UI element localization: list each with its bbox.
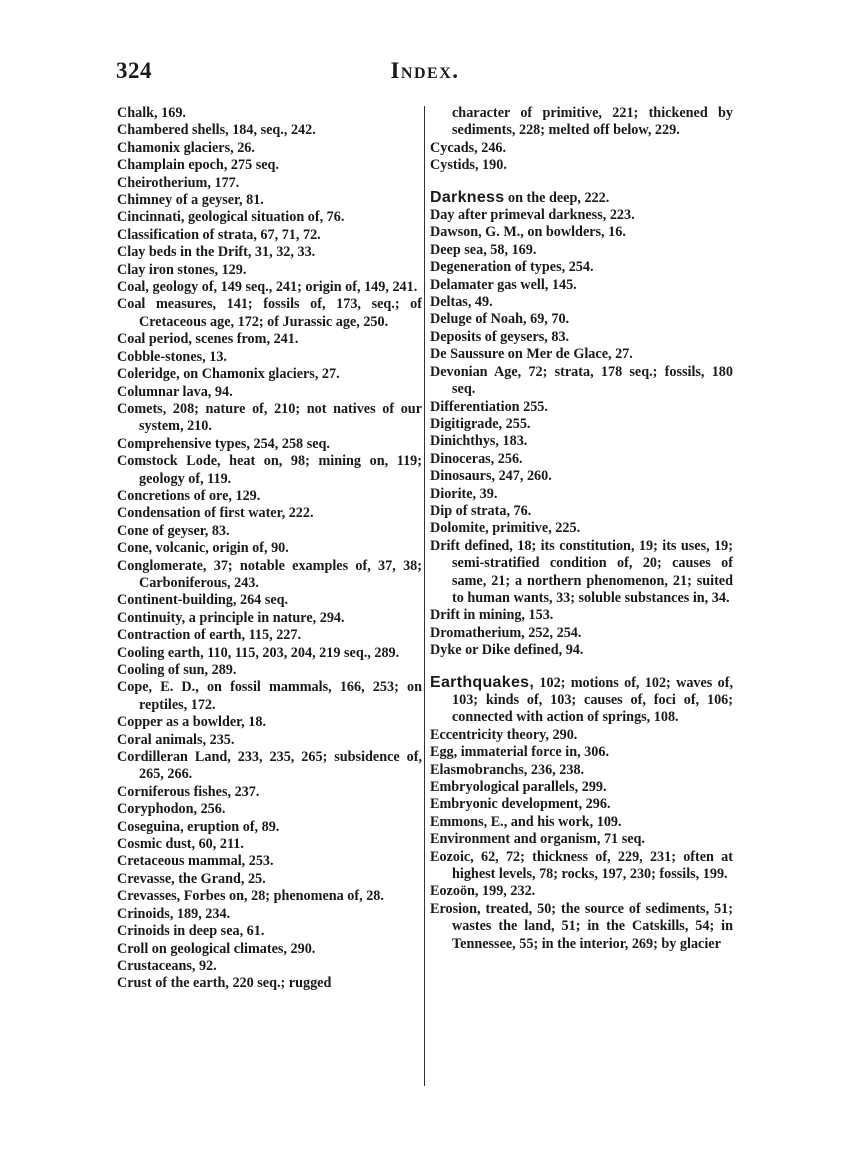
index-entry: Dinosaurs, 247, 260. (430, 468, 552, 485)
index-entry: Dinoceras, 256. (430, 450, 523, 467)
section-lead-word: Darkness (430, 188, 505, 206)
index-entry: Deltas, 49. (430, 294, 493, 311)
index-entry: Cosmic dust, 60, 211. (117, 836, 244, 853)
index-entry: Coryphodon, 256. (117, 801, 226, 818)
index-entry: Cone, volcanic, origin of, 90. (117, 540, 289, 557)
index-entry: Cincinnati, geological situation of, 76. (117, 209, 345, 226)
index-entry: Dromatherium, 252, 254. (430, 624, 582, 641)
section-lead-word: Earthquakes, (430, 673, 535, 691)
index-entry: De Saussure on Mer de Glace, 27. (430, 346, 633, 363)
index-entry: Chambered shells, 184, seq., 242. (117, 122, 316, 139)
index-entry-darkness (430, 189, 733, 207)
index-entry: Eozoön, 199, 232. (430, 883, 536, 900)
index-entry: Champlain epoch, 275 seq. (117, 157, 279, 174)
index-entry: Elasmobranchs, 236, 238. (430, 761, 585, 778)
index-entry-continuation: character of primitive, 221; thickened by sediments, 228; melted off below, 229. (452, 105, 733, 139)
index-entry: Crinoids, 189, 234. (117, 905, 231, 922)
index-column-right (430, 105, 733, 953)
index-entry: Chimney of a geyser, 81. (117, 192, 264, 209)
index-entry: Drift defined, 18; its constitution, 19; its uses, 19; semi-stratified condition of, 20; causes of same, 21; a northern phenomenon, 21; suited to human wants, 33; soluble substances in, 34. (430, 537, 733, 606)
index-entry: Crevasse, the Grand, 25. (117, 870, 266, 887)
index-entry: Chalk, 169. (117, 105, 186, 121)
index-entry: Contraction of earth, 115, 227. (117, 627, 302, 644)
index-entry: Dip of strata, 76. (430, 502, 532, 519)
index-entry: Comstock Lode, heat on, 98; mining on, 119; geology of, 119. (117, 453, 422, 487)
index-entry: Egg, immaterial force in, 306. (430, 744, 610, 761)
index-entry: Cretaceous mammal, 253. (117, 853, 274, 870)
index-entry: Coleridge, on Chamonix glaciers, 27. (117, 366, 340, 383)
index-entry: Digitigrade, 255. (430, 415, 531, 432)
index-entry: Degeneration of types, 254. (430, 259, 594, 276)
page-number: 324 (116, 58, 152, 83)
index-column-left (117, 105, 422, 993)
section-gap (430, 660, 733, 674)
index-entry: Dawson, G. M., on bowlders, 16. (430, 224, 626, 241)
index-entry: Devonian Age, 72; strata, 178 seq.; fossils, 180 seq. (430, 363, 733, 398)
index-entry: Dolomite, primitive, 225. (430, 520, 581, 537)
index-group-e (430, 727, 733, 953)
index-entry: Crinoids in deep sea, 61. (117, 923, 265, 940)
index-entry: Erosion, treated, 50; the source of sediments, 51; wastes the land, 51; in the Catskills, 54; in Tennessee, 55; in the interior, 269; by glacier (430, 900, 733, 952)
index-entry: Cooling of sun, 289. (117, 662, 237, 678)
index-entry: Comets, 208; nature of, 210; not natives of our system, 210. (117, 400, 422, 435)
index-entry: Coal period, scenes from, 241. (117, 331, 299, 348)
index-entry: Delamater gas well, 145. (430, 276, 577, 293)
index-entry: Comprehensive types, 254, 258 seq. (117, 435, 330, 452)
index-entry: Environment and organism, 71 seq. (430, 831, 645, 848)
index-entry-earthquakes (430, 674, 733, 727)
index-group-c (430, 140, 733, 175)
index-entry: Clay beds in the Drift, 31, 32, 33. (117, 244, 316, 261)
index-entry: Columnar lava, 94. (117, 383, 233, 400)
index-entry: Day after primeval darkness, 223. (430, 207, 635, 224)
index-entry: Dinichthys, 183. (430, 433, 528, 450)
section-gap (430, 175, 733, 189)
index-entry: Diorite, 39. (430, 485, 498, 502)
index-entry: Differentiation 255. (430, 398, 548, 415)
column-divider (424, 106, 425, 1086)
index-entry: Cooling earth, 110, 115, 203, 204, 219 seq., 289. (117, 644, 400, 661)
index-entry: Continuity, a principle in nature, 294. (117, 609, 345, 626)
index-entry: Coseguina, eruption of, 89. (117, 818, 280, 835)
index-entry: Coral animals, 235. (117, 731, 235, 748)
index-entry: Condensation of first water, 222. (117, 505, 314, 522)
index-entry: Cheirotherium, 177. (117, 174, 240, 191)
index-entry: Chamonix glaciers, 26. (117, 139, 255, 156)
index-entry: Copper as a bowlder, 18. (117, 714, 266, 731)
index-entry-text: on the deep, 222. (504, 189, 610, 206)
index-entry: Corniferous fishes, 237. (117, 783, 260, 800)
index-entry: Eozoic, 62, 72; thickness of, 229, 231; often at highest levels, 78; rocks, 197, 230; fossils, 199. (430, 848, 733, 883)
index-entry: Embryonic development, 296. (430, 796, 611, 813)
index-entry: Croll on geological climates, 290. (117, 940, 316, 957)
index-entry: Cobble-stones, 13. (117, 348, 227, 365)
index-entry: Cycads, 246. (430, 139, 507, 156)
index-entry: Drift in mining, 153. (430, 607, 554, 624)
index-entry: Cope, E. D., on fossil mammals, 166, 253; on reptiles, 172. (117, 679, 422, 713)
index-entry: Cordilleran Land, 233, 235, 265; subsidence of, 265, 266. (117, 749, 422, 783)
index-entry: Classification of strata, 67, 71, 72. (117, 226, 321, 243)
index-entry: Coal, geology of, 149 seq., 241; origin of, 149, 241. (117, 279, 418, 296)
index-entry: Continent-building, 264 seq. (117, 592, 289, 609)
index-entry: Deposits of geysers, 83. (430, 328, 570, 345)
index-entry: Conglomerate, 37; notable examples of, 37, 38; Carboniferous, 243. (117, 557, 422, 591)
index-entry: Dyke or Dike defined, 94. (430, 642, 584, 659)
index-entry: Coal measures, 141; fossils of, 173, seq.; of Cretaceous age, 172; of Jurassic age, 250. (117, 296, 422, 330)
index-entry: Crust of the earth, 220 seq.; rugged (117, 975, 332, 992)
index-entry: Crustaceans, 92. (117, 957, 217, 974)
index-entry: Crevasses, Forbes on, 28; phenomena of, 28. (117, 888, 384, 905)
index-entry: Deluge of Noah, 69, 70. (430, 311, 570, 328)
index-entry: Concretions of ore, 129. (117, 487, 261, 504)
index-group-d (430, 207, 733, 660)
page-title: Index. (390, 58, 460, 83)
index-entry: Emmons, E., and his work, 109. (430, 813, 622, 830)
index-entry-text: 102; motions of, 102; waves of, 103; kinds of, 103; causes of, foci of, 106; connected with action of springs, 108. (452, 674, 733, 726)
index-entry: Cone of geyser, 83. (117, 522, 230, 539)
index-entry: Embryological parallels, 299. (430, 779, 607, 796)
index-entry: Cystids, 190. (430, 157, 507, 174)
index-entry: Clay iron stones, 129. (117, 261, 247, 278)
index-entry: Deep sea, 58, 169. (430, 241, 537, 258)
index-entry: Eccentricity theory, 290. (430, 726, 578, 743)
